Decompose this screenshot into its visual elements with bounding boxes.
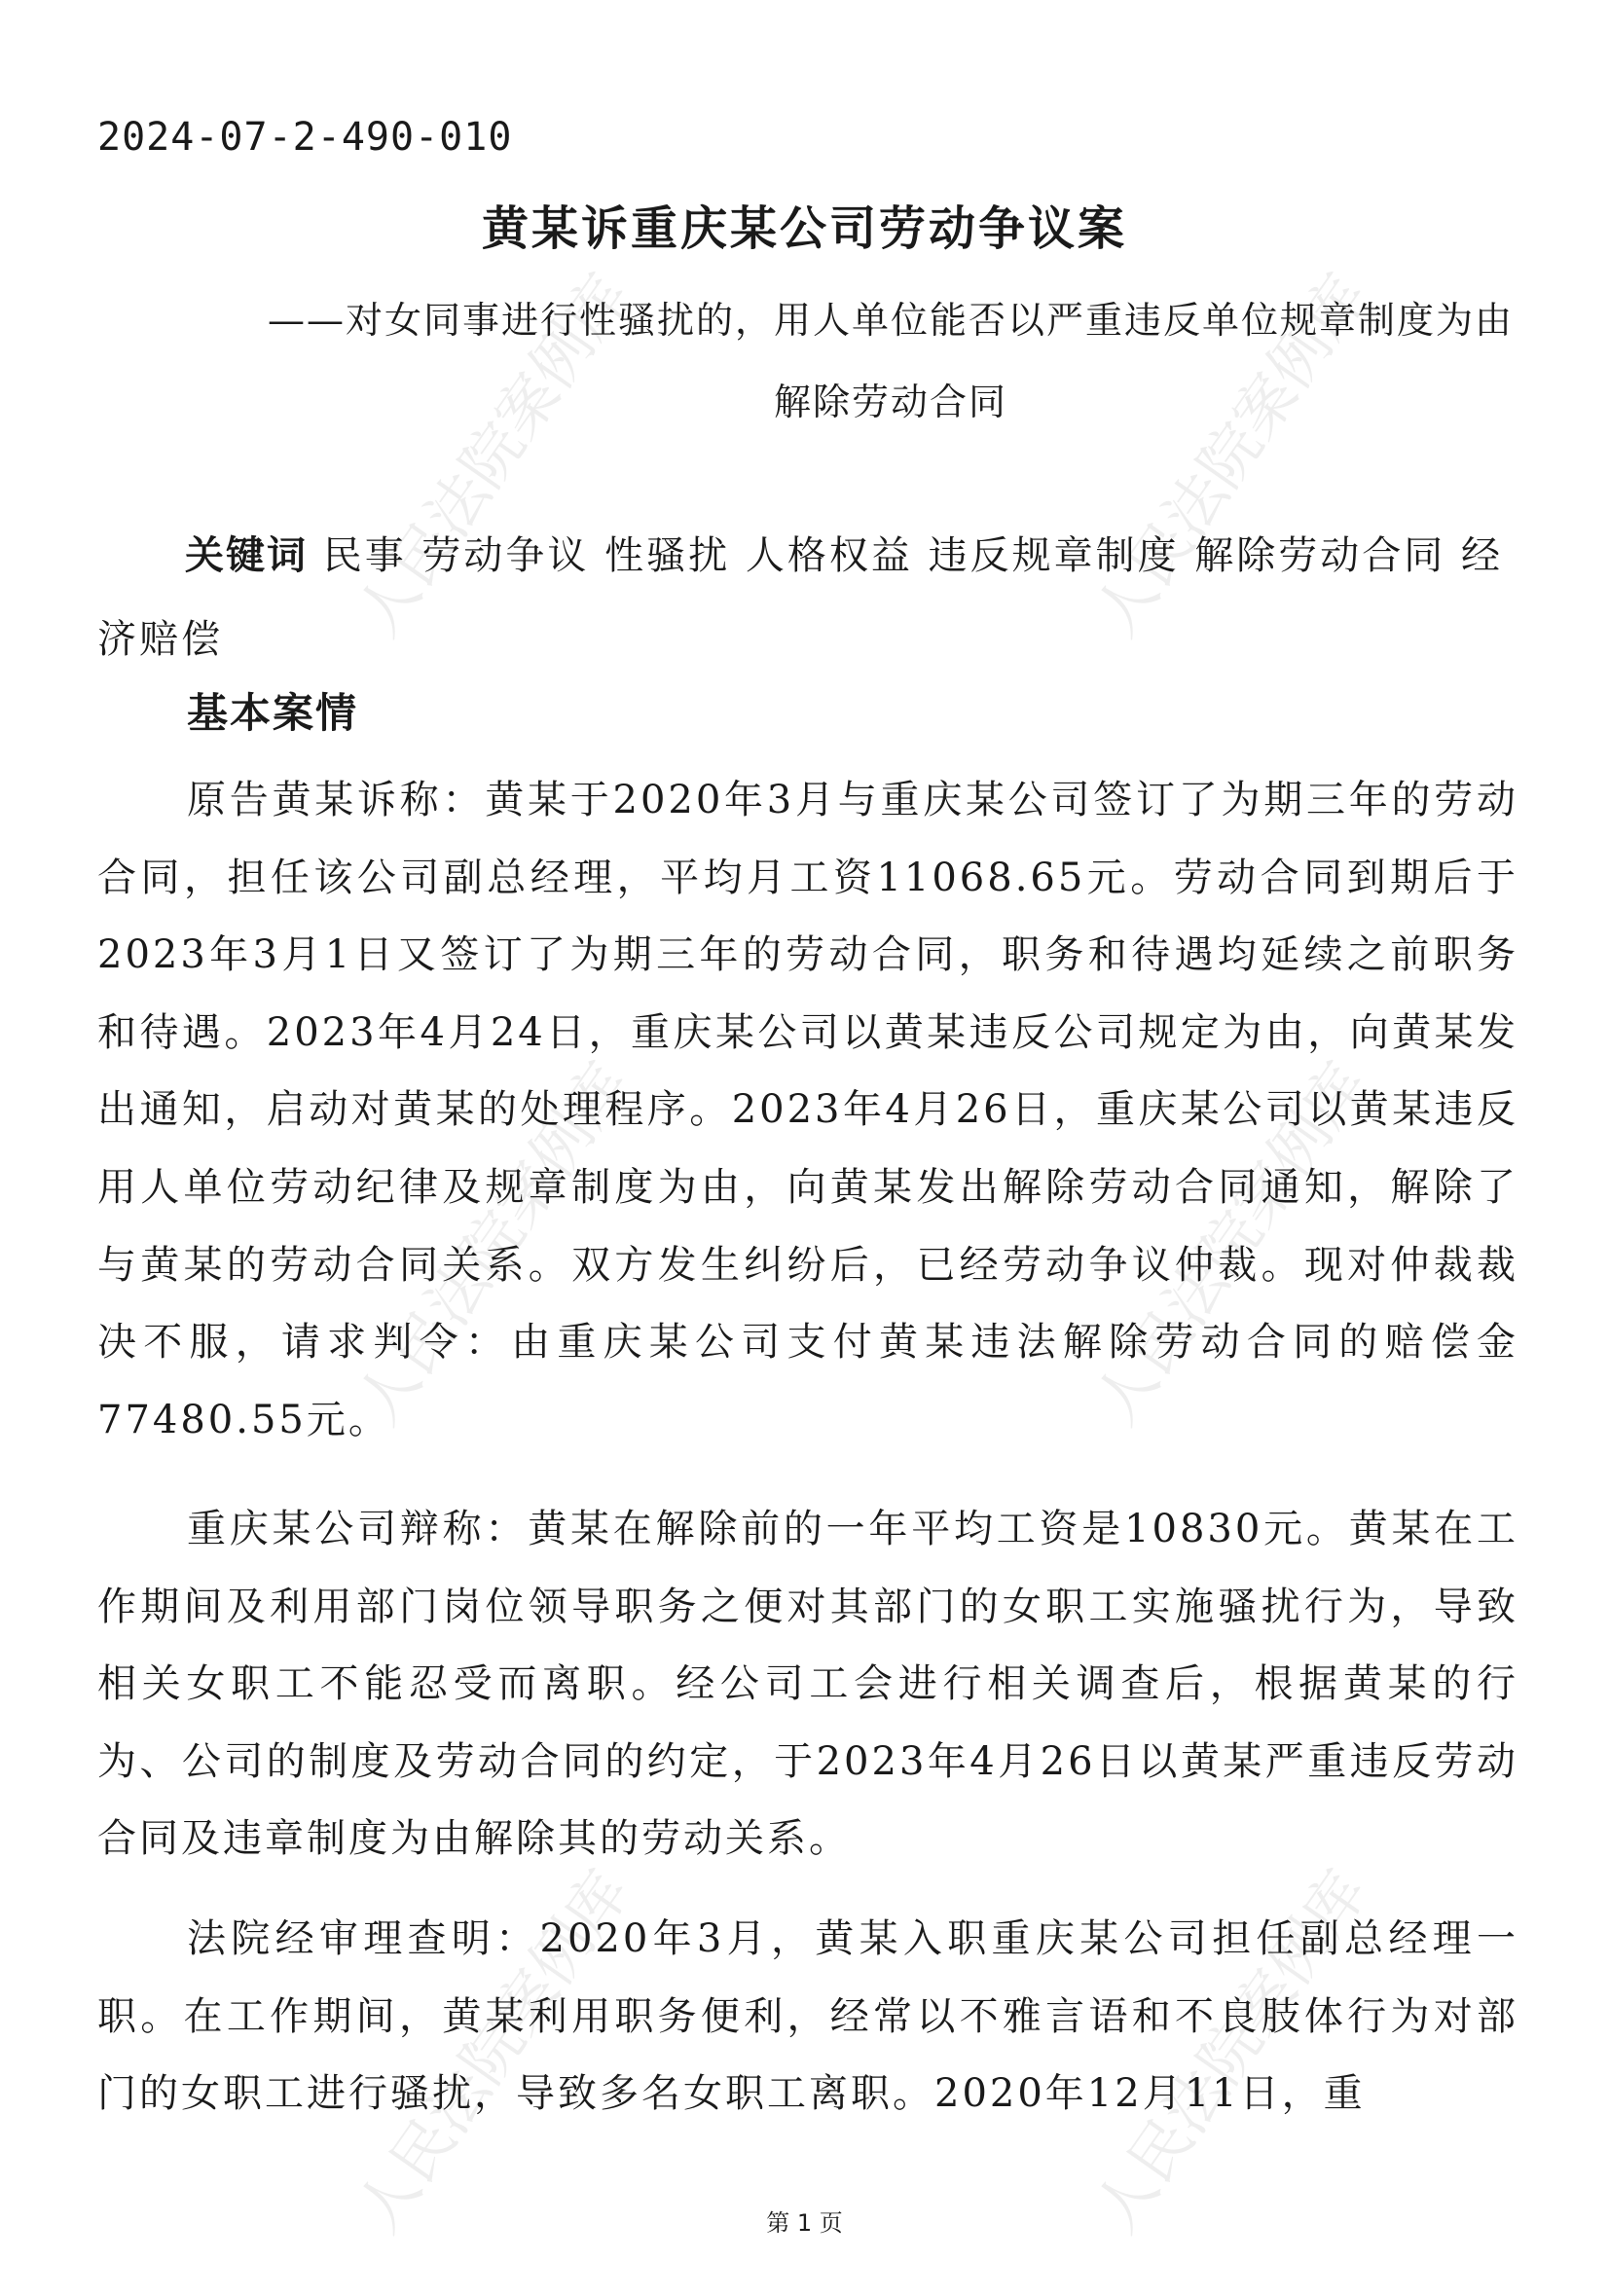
paragraph-court-findings: 法院经审理查明：2020年3月，黄某入职重庆某公司担任副总经理一职。在工作期间，黄某利用职务便利，经常以不雅言语和不良肢体行为对部门的女职工进行骚扰，导致多名女职工离职。2020年12月11日，重 [97,1916,1518,2117]
paragraph-plaintiff-claim: 原告黄某诉称：黄某于2020年3月与重庆某公司签订了为期三年的劳动合同，担任该公司副总经理，平均月工资11068.65元。劳动合同到期后于2023年3月1日又签订了为期三年的劳动合同，职务和待遇均延续之前职务和待遇。2023年4月24日，重庆某公司以黄某违反公司规定为由，向黄某发出通知，启动对黄某的处理程序。2023年4月26日，重庆某公司以黄某违反用人单位劳动纪律及规章制度为由，向黄某发出解除劳动合同通知，解除了与黄某的劳动合同关系。双方发生纠纷后，已经劳动争议仲裁。现对仲裁裁决不服，请求判令：由重庆某公司支付黄某违法解除劳动合同的赔偿金77480.55元。 [97,778,1518,1442]
watermark: 人民法院案例库 [1079,1857,1381,2245]
keywords-line [97,514,1518,681]
page-number: 第 1 页 [766,2209,843,2237]
watermark: 人民法院案例库 [342,1049,643,1438]
keywords-label: 关键词 [185,533,308,578]
watermark: 人民法院案例库 [342,1857,643,2245]
watermark: 人民法院案例库 [1079,1049,1381,1438]
watermark: 人民法院案例库 [342,261,643,649]
page-title: 黄某诉重庆某公司劳动争议案 [481,201,1127,256]
paragraph-defendant-reply: 重庆某公司辩称：黄某在解除前的一年平均工资是10830元。黄某在工作期间及利用部门岗位领导职务之便对其部门的女职工实施骚扰行为，导致相关女职工不能忍受而离职。经公司工会进行相关调查后，根据黄某的行为、公司的制度及劳动合同的约定，于2023年4月26日以黄某严重违反劳动合同及违章制度为由解除其的劳动关系。 [97,1507,1518,1862]
watermark: 人民法院案例库 [1079,261,1381,649]
page-subtitle: ——对女同事进行性骚扰的，用人单位能否以严重违反单位规章制度为由解除劳动合同 [267,299,1514,423]
section-title: 基本案情 [187,689,359,737]
case-number: 2024-07-2-490-010 [97,115,513,160]
keywords-text: 民事 劳动争议 性骚扰 人格权益 违反规章制度 解除劳动合同 经济赔偿 [97,533,1504,662]
